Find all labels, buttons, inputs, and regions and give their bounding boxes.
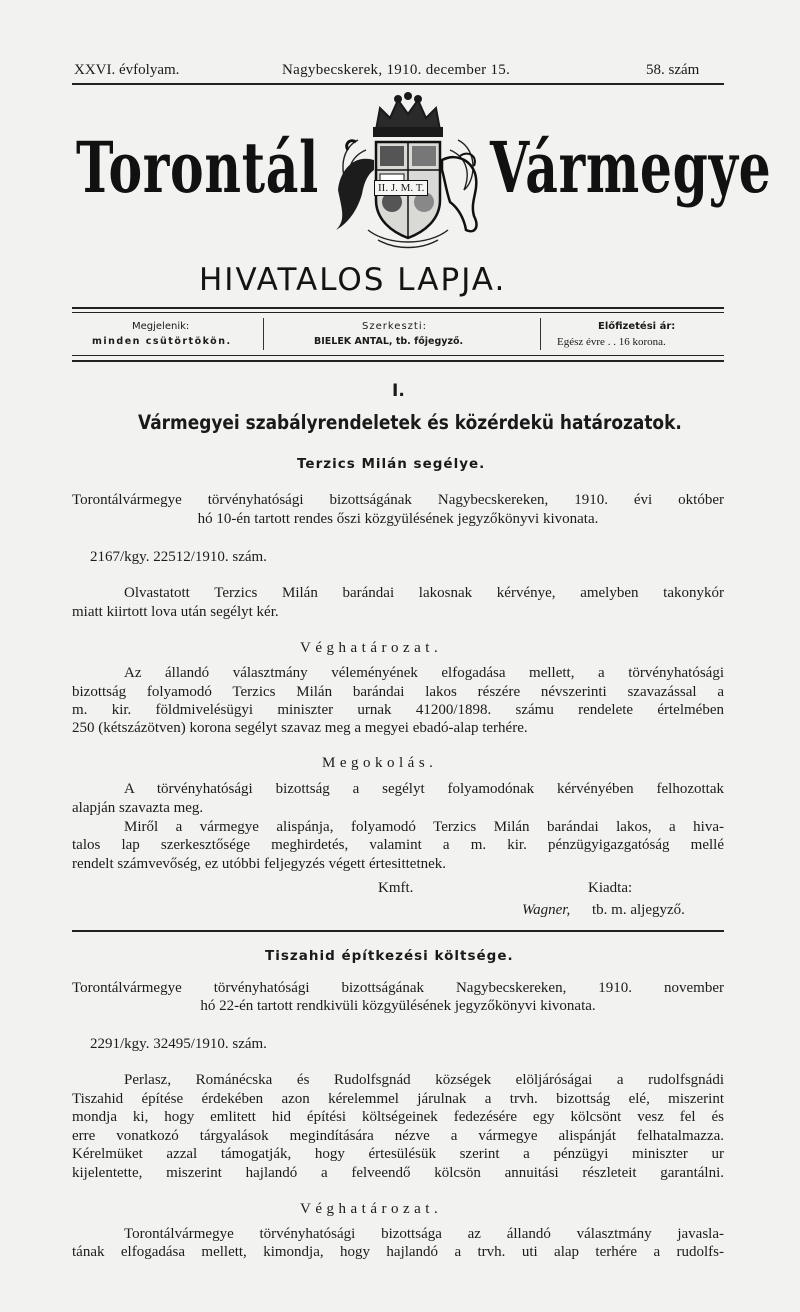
article-1-kmft: Kmft. xyxy=(378,880,414,896)
section-heading: Vármegyei szabályrendeletek és közérdekü határozatok. xyxy=(138,411,682,434)
article-2-intro-line-1: Torontálvármegye törvényhatósági bizottságának Nagybecskereken, 1910. november xyxy=(72,980,724,996)
article-1-p3-line-2: alapján szavazta meg. xyxy=(72,800,204,816)
article-2-p1-line-4: erre vonatkozó tárgyalások megindítására nézve a vármegye alispánját felhatalmazza. xyxy=(72,1128,724,1144)
publication-label: Megjelenik: xyxy=(132,321,190,332)
volume-label: XXVI. évfolyam. xyxy=(74,62,180,78)
article-2-intro-line-2: hó 22-én tartott rendkivüli közgyülésének jegyzőkönyvi kivonata. xyxy=(200,998,596,1014)
info-divider-2 xyxy=(540,318,541,350)
publication-value: minden csütörtökön. xyxy=(92,336,232,347)
article-1-p1-line-1: Olvastatott Terzics Milán barándai lakosnak kérvénye, amelyben takonykór xyxy=(124,585,724,601)
article-1-decision-heading: Véghatározat. xyxy=(300,640,443,656)
article-1-intro-line-1: Torontálvármegye törvényhatósági bizottságának Nagybecskereken, 1910. évi október xyxy=(72,492,724,508)
article-1-p1-line-2: miatt kiirtott lova után segélyt kér. xyxy=(72,604,279,620)
coat-of-arms-icon xyxy=(318,90,498,252)
info-divider-1 xyxy=(263,318,264,350)
article-2-p1-line-5: Kérelmüket azzal támogatják, hogy értesülésük szerint a pénzügyi miniszter ur xyxy=(72,1146,724,1162)
section-numeral: I. xyxy=(392,381,405,401)
article-2-p2-line-1: Torontálvármegye törvényhatósági bizottsága az állandó választmány javasla- xyxy=(124,1226,724,1242)
article-2-title: Tiszahid építkezési költsége. xyxy=(265,948,514,964)
article-2-reference: 2291/kgy. 32495/1910. szám. xyxy=(90,1036,267,1052)
article-1-title: Terzics Milán segélye. xyxy=(297,456,486,472)
article-2-p1-line-3: mondja ki, hogy emlitett hid építési költségeinek fedezésére egy kölcsönt vesz fel és xyxy=(72,1109,724,1125)
article-1-signature-title: tb. m. aljegyző. xyxy=(592,902,685,918)
place-date: Nagybecskerek, 1910. december 15. xyxy=(282,62,511,78)
article-1-issued-by: Kiadta: xyxy=(588,880,633,896)
article-1-p4-line-2: talos lap szerkesztősége meghirdetés, valamint a m. kir. pénzügyigazgatóság mellé xyxy=(72,837,724,853)
article-1-p2-line-3: m. kir. földmivelésügyi miniszter urnak 41200/1898. számu rendelete értelmében xyxy=(72,702,724,718)
article-2-decision-heading: Véghatározat. xyxy=(300,1201,443,1217)
article-1-intro-line-2: hó 10-én tartott rendes őszi közgyülésének jegyzőkönyvi kivonata. xyxy=(197,511,599,527)
article-2-p1-line-2: Tiszahid építése érdekében azon kérelemmel járulnak a trvh. bizottság elé, miszerint xyxy=(72,1091,724,1107)
article-1-p4-line-1: Miről a vármegye alispánja, folyamodó Terzics Milán barándai lakos, a hiva- xyxy=(124,819,724,835)
masthead-title-left: Torontál xyxy=(76,126,319,209)
article-1-signature-name: Wagner, xyxy=(522,902,571,918)
article-2-p1-line-6: kijelentette, miszerint hajlandó a felveendő kölcsön annuitási részleteit garantálni. xyxy=(72,1165,724,1181)
info-bar-bottom-rule-2 xyxy=(72,360,724,362)
article-2-p2-line-2: tának elfogadása mellett, kimondja, hogy hajlandó a trvh. uti alap terhére a rudolfs- xyxy=(72,1244,724,1260)
editor-label: Szerkeszti: xyxy=(362,321,427,332)
article-1-p4-line-3: rendelt számvevőség, ez utóbbi feljegyzés végett értesittetnek. xyxy=(72,856,447,872)
article-1-p3-line-1: A törvényhatósági bizottság a segélyt folyamodónak kérvényében felhozottak xyxy=(124,781,724,797)
info-bar-bottom-rule xyxy=(72,355,724,356)
info-bar-top-rule-2 xyxy=(72,312,724,313)
article-1-p2-line-1: Az állandó választmány véleményének elfogadása mellett, a törvényhatósági xyxy=(124,665,724,681)
info-bar-top-rule xyxy=(72,307,724,309)
subscription-label: Előfizetési ár: xyxy=(598,321,676,332)
masthead-title-right: Vármegye xyxy=(490,126,772,209)
article-1-p2-line-4: 250 (kétszázötven) korona segélyt szavaz meg a megyei ebadó-alap terhére. xyxy=(72,720,528,736)
masthead-subtitle: HIVATALOS LAPJA. xyxy=(199,262,507,298)
subscription-value: Egész évre . . 16 korona. xyxy=(557,336,666,348)
article-1-p2-line-2: bizottság folyamodó Terzics Milán barándai lakos részére névszerinti szavazással a xyxy=(72,684,724,700)
article-2-p1-line-1: Perlasz, Románécska és Rudolfsgnád községek elöljáróságai a rudolfsgnádi xyxy=(124,1072,724,1088)
article-separator xyxy=(72,930,724,932)
crest-monogram: II. J. M. T. xyxy=(374,180,428,196)
editor-value: BIELEK ANTAL, tb. főjegyző. xyxy=(314,336,464,347)
issue-number: 58. szám xyxy=(646,62,700,78)
article-1-reasoning-heading: Megokolás. xyxy=(322,755,438,771)
article-1-reference: 2167/kgy. 22512/1910. szám. xyxy=(90,549,267,565)
header-rule xyxy=(72,83,724,85)
